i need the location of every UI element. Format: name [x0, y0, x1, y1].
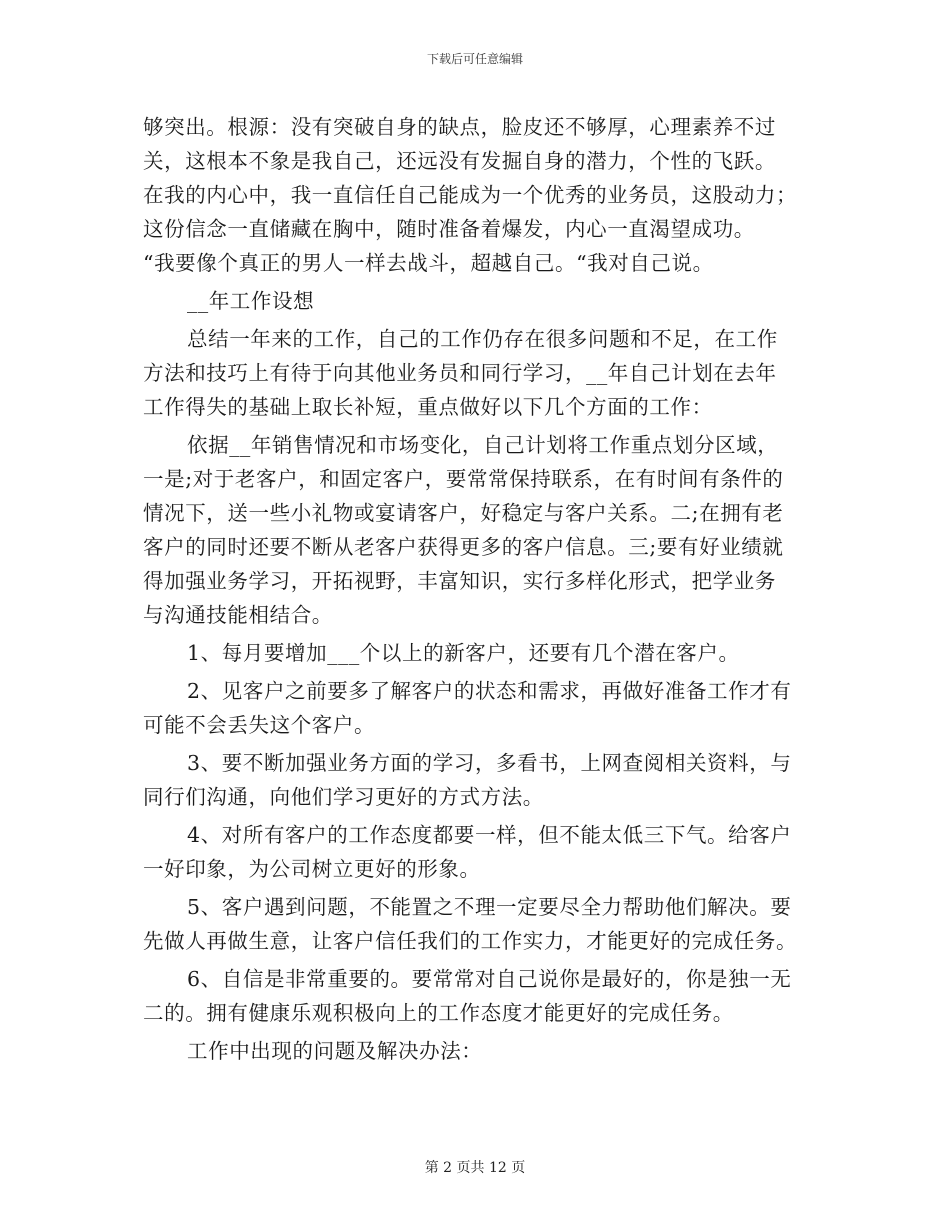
text-line: 一是;对于老客户，和固定客户，要常常保持联系，在有时间有条件的 [143, 467, 784, 491]
paragraph-start: 总结一年来的工作，自己的工作仍存在很多问题和不足，在工作 [187, 327, 778, 351]
text-line: “我要像个真正的男人一样去战斗，超越自己。“我对自己说。 [143, 251, 714, 275]
text-line: 够突出。根源：没有突破自身的缺点，脸皮还不够厚，心理素养不过 [143, 115, 776, 139]
list-item-5: 5、客户遇到问题，不能置之不理一定要尽全力帮助他们解决。要 [187, 895, 792, 919]
list-item-2: 2、见客户之前要多了解客户的状态和需求，再做好准备工作才有 [187, 679, 792, 703]
text-line: 与沟通技能相结合。 [143, 603, 333, 627]
list-item-3: 3、要不断加强业务方面的学习，多看书，上网查阅相关资料，与 [187, 751, 792, 775]
list-item-6: 6、自信是非常重要的。要常常对自己说你是最好的，你是独一无 [187, 967, 792, 991]
text-line: 得加强业务学习，开拓视野，丰富知识，实行多样化形式，把学业务 [143, 569, 776, 593]
list-item-1: 1、每月要增加___个以上的新客户，还要有几个潜在客户。 [187, 641, 740, 665]
text-line: 在我的内心中，我一直信任自己能成为一个优秀的业务员，这股动力； [143, 183, 798, 207]
text-line: 可能不会丢失这个客户。 [143, 713, 376, 737]
text-line: 同行们沟通，向他们学习更好的方式方法。 [143, 785, 544, 809]
text-line: 客户的同时还要不断从老客户获得更多的客户信息。三;要有好业绩就 [143, 535, 784, 559]
page-header: 下载后可任意编辑 [426, 52, 523, 66]
text-line: 二的。拥有健康乐观积极向上的工作态度才能更好的完成任务。 [143, 1001, 734, 1025]
text-line: 方法和技巧上有待于向其他业务员和同行学习，__年自己计划在去年 [143, 361, 777, 385]
text-line: 先做人再做生意，让客户信任我们的工作实力，才能更好的完成任务。 [143, 929, 798, 953]
section-heading: __年工作设想 [187, 289, 315, 313]
text-line: 工作得失的基础上取长补短，重点做好以下几个方面的工作： [143, 395, 713, 419]
document-body [143, 110, 811, 1068]
paragraph-start: 依据__年销售情况和市场变化，自己计划将工作重点划分区域， [187, 433, 779, 457]
list-item-4: 4、对所有客户的工作态度都要一样，但不能太低三下气。给客户 [187, 823, 792, 847]
text-line: 这份信念一直储藏在胸中，随时准备着爆发，内心一直渴望成功。 [143, 217, 755, 241]
text-line: 一好印象，为公司树立更好的形象。 [143, 857, 481, 881]
page-number: 第 2 页共 12 页 [424, 1160, 526, 1176]
text-line: 情况下，送一些小礼物或宴请客户，好稳定与客户关系。二;在拥有老 [143, 501, 784, 525]
text-line: 关，这根本不象是我自己，还远没有发掘自身的潜力，个性的飞跃。 [143, 149, 776, 173]
section-heading: 工作中出现的问题及解决办法： [187, 1039, 483, 1063]
